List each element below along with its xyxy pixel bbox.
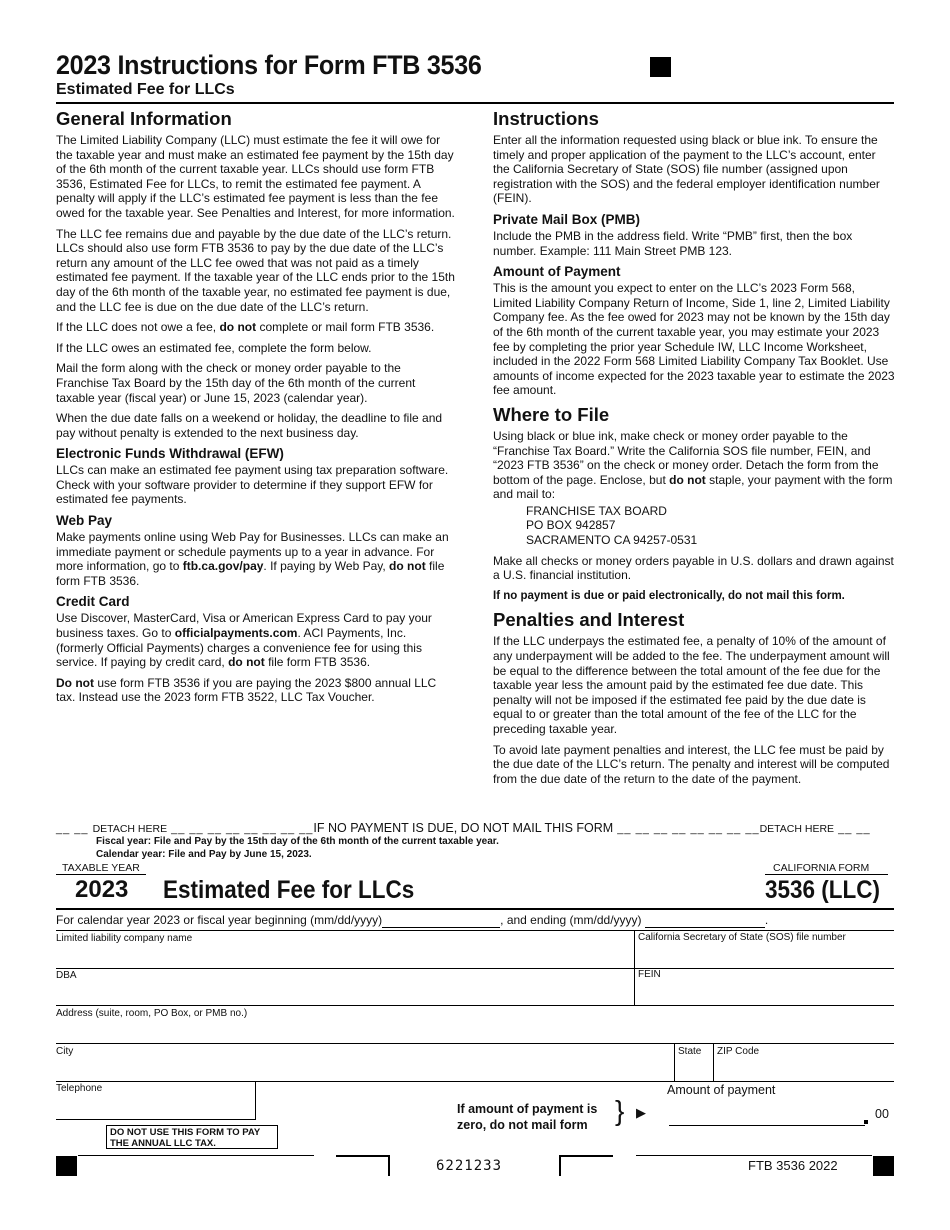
instructions-paragraph: Enter all the information requested using black or blue ink. To ensure the timely and proper application of the payment to the LLC’s account, enter the California Secretary of State (SOS) file number (assigned upon registration with the SOS) and the federal employer identification number (FEIN). (493, 133, 880, 206)
zip-code-field[interactable]: ZIP Code (717, 1046, 760, 1057)
corner-mark-right (559, 1155, 613, 1176)
address-field[interactable]: Address (suite, room, PO Box, or PMB no.) (56, 1008, 248, 1019)
telephone-field[interactable]: Telephone (56, 1083, 103, 1094)
sos-file-number-field[interactable]: California Secretary of State (SOS) file number (638, 932, 846, 943)
registration-mark-bottom-left (56, 1156, 77, 1176)
fein-field[interactable]: FEIN (638, 969, 661, 980)
amount-field[interactable] (669, 1102, 865, 1126)
mailing-address: FRANCHISE TAX BOARD PO BOX 942857 SACRAMENTO CA 94257-0531 (526, 503, 698, 548)
general-paragraph-1: The Limited Liability Company (LLC) must estimate the fee it will owe for the taxable year and must make an estimated fee payment by the 15th day of the 6th month of the current taxable year. LLCs should use form FTB 3536, Estimated Fee for LLCs, to remit the estimated fee payment. A penalty will apply if the LLC’s estimated fee payment is less than the fee owed for the taxable year. See Penalties and Interest, for more information. (56, 133, 455, 220)
form-footer: FTB 3536 2022 (748, 1158, 838, 1173)
annual-tax-note: Do not use form FTB 3536 if you are paying the 2023 $800 annual LLC tax. Instead use the 2023 form FTB 3522, LLC Tax Voucher. (56, 675, 437, 705)
page-title: 2023 Instructions for Form FTB 3536 (56, 50, 482, 80)
brace-icon: } (615, 1095, 625, 1126)
amount-label: Amount of payment (667, 1083, 776, 1097)
general-paragraph-6: When the due date falls on a weekend or holiday, the deadline to file and pay without penalty is extended to the next business day. (56, 411, 443, 440)
state-field[interactable]: State (678, 1046, 702, 1057)
taxable-year-label: TAXABLE YEAR (62, 862, 140, 874)
general-paragraph-2: The LLC fee remains due and payable by the due date of the LLC’s return. LLCs should also use form FTB 3536 to pay by the due date of the LLC’s return any amount of the LLC fee owed that was not paid as a timely estimated fee payment. If the taxable year of the LLC ends prior to the 15th day of the 6th month of the taxable year, no estimated fee payment is due, and the LLC fee is due on the due date of the LLC’s return. (56, 226, 455, 314)
scan-code: 6221233 (436, 1158, 503, 1174)
credit-card-heading: Credit Card (56, 594, 130, 610)
web-pay-heading: Web Pay (56, 513, 113, 529)
fiscal-begin-field[interactable] (382, 913, 500, 928)
pmb-paragraph: Include the PMB in the address field. Write “PMB” first, then the box number. Example: 111 Main Street PMB 123. (493, 228, 853, 258)
due-date-notes: Fiscal year: File and Pay by the 15th day of the 6th month of the current taxable year. Calendar year: File and Pay by June 15, 2023. (96, 836, 499, 860)
arrow-right-icon: ▶ (636, 1105, 646, 1120)
header-rule (56, 102, 894, 104)
where-to-file-paragraph: Using black or blue ink, make check or money order payable to the “Franchise Tax Board.” Write the California SOS file number, FEIN, and “2023 FTB 3536” on the check or money order. Detach the form from the bottom of the page. Enclose, but do not staple, your payment with the form and mail to: (493, 428, 893, 502)
general-information-heading: General Information (56, 108, 232, 129)
usd-paragraph: Make all checks or money orders payable in U.S. dollars and drawn against a U.S. financial institution. (493, 553, 894, 583)
dba-field[interactable]: DBA (56, 970, 77, 981)
efw-paragraph: LLCs can make an estimated fee payment using tax preparation software. Check with your software provider to determine if they support EFW for estimated fee payments. (56, 463, 449, 507)
efw-heading: Electronic Funds Withdrawal (EFW) (56, 446, 284, 462)
registration-mark (650, 57, 671, 77)
taxable-year: 2023 (75, 876, 129, 903)
general-paragraph-3: If the LLC does not owe a fee, do not complete or mail form FTB 3536. (56, 320, 435, 335)
zero-payment-note: If amount of payment is zero, do not mail form (457, 1102, 598, 1132)
fiscal-end-field[interactable] (645, 913, 765, 928)
pmb-heading: Private Mail Box (PMB) (493, 211, 641, 227)
form-number: 3536 (LLC) (765, 876, 881, 904)
decimal-point-icon (864, 1120, 868, 1124)
no-payment-note: If no payment is due or paid electronically, do not mail this form. (493, 589, 845, 602)
california-form-label: CALIFORNIA FORM (773, 862, 870, 874)
voucher-title: Estimated Fee for LLCs (163, 876, 415, 904)
penalties-paragraph-2: To avoid late payment penalties and interest, the LLC fee must be paid by the due date of the LLC’s return. The penalty and interest will be computed from the due date of the return to the date of the payment. (493, 742, 890, 786)
right-column (493, 108, 895, 792)
cents-value: 00 (875, 1107, 889, 1121)
left-column (56, 108, 456, 711)
penalties-heading: Penalties and Interest (493, 609, 685, 631)
llc-name-field[interactable]: Limited liability company name (56, 933, 193, 944)
web-pay-link[interactable]: ftb.ca.gov/pay (182, 559, 264, 574)
corner-mark-left (336, 1155, 390, 1176)
credit-card-paragraph: Use Discover, MasterCard, Visa or American Express Card to pay your business taxes. Go to officialpayments.com. ACI Payments, Inc. (formerly Official Payments) charges a convenience fee for using this service. If paying by credit card, do not file form FTB 3536. (56, 611, 432, 670)
instructions-heading: Instructions (493, 108, 599, 129)
amount-heading: Amount of Payment (493, 264, 621, 280)
amount-paragraph: This is the amount you expect to enter on the LLC’s 2023 Form 568, Limited Liability Company Return of Income, Side 1, line 2, Limited Liability Company fee. As the fee owed for 2023 may not be known by the 15th day of the 6th month of the current taxable year, you may estimate your 2023 fee by completing the prior year Schedule IW, LLC Income Worksheet, included in the 2022 Form 568 Limited Liability Company Tax Booklet. Use amounts of income expected for the 2023 taxable year to estimate the 2023 fee amount. (493, 281, 895, 398)
web-pay-paragraph: Make payments online using Web Pay for Businesses. LLCs can make an immediate payment or schedule payments up to a year in advance. For more information, go to ftb.ca.gov/pay. If paying by Web Pay, do not file form FTB 3536. (56, 530, 449, 588)
do-not-use-notice: DO NOT USE THIS FORM TO PAY THE ANNUAL LLC TAX. (106, 1125, 278, 1149)
where-to-file-heading: Where to File (493, 403, 610, 425)
official-payments-link[interactable]: officialpayments.com (174, 626, 298, 641)
general-paragraph-4: If the LLC owes an estimated fee, complete the form below. (56, 340, 372, 355)
registration-mark-bottom-right (873, 1156, 894, 1176)
general-paragraph-5: Mail the form along with the check or money order payable to the Franchise Tax Board by the 15th day of the 6th month of the current taxable year (fiscal year) or June 15, 2023 (calendar year). (56, 361, 416, 405)
detach-line: __ __ DETACH HERE __ __ __ __ __ __ __ __IF NO PAYMENT IS DUE, DO NOT MAIL THIS FORM __ __ __ __ __ __ __ __DETACH HERE __ __ (56, 821, 871, 835)
penalties-paragraph-1: If the LLC underpays the estimated fee, a penalty of 10% of the amount of any underpayment will be added to the fee. The underpayment amount will be equal to the difference between the total amount of the fee due for the taxable year less the amount paid by the estimated fee due date. This penalty will not be imposed if the estimated fee paid by the due date is equal to or greater than the total amount of the fee of the LLC for the preceding taxable year. (493, 634, 890, 736)
calendar-year-line: For calendar year 2023 or fiscal year beginning (mm/dd/yyyy) , and ending (mm/dd/yyyy) . (56, 913, 769, 927)
city-field[interactable]: City (56, 1046, 74, 1057)
page-subtitle: Estimated Fee for LLCs (56, 81, 235, 98)
